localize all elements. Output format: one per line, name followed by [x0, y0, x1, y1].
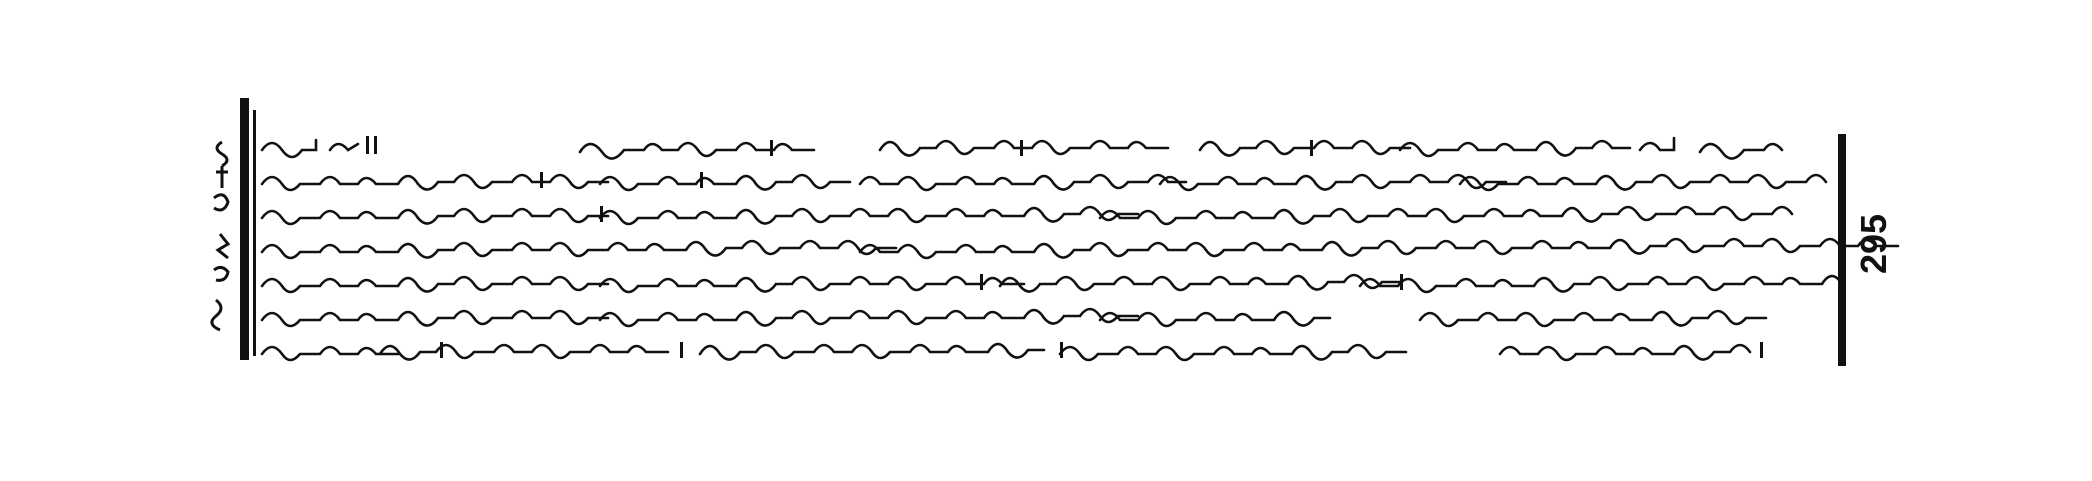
- left-border-thin: [253, 110, 256, 356]
- right-border: [1838, 134, 1846, 366]
- folio-number: 295: [1853, 213, 1894, 275]
- script-ink: [262, 138, 1898, 360]
- margin-glyphs: [212, 142, 228, 330]
- left-border-thick: [240, 98, 249, 360]
